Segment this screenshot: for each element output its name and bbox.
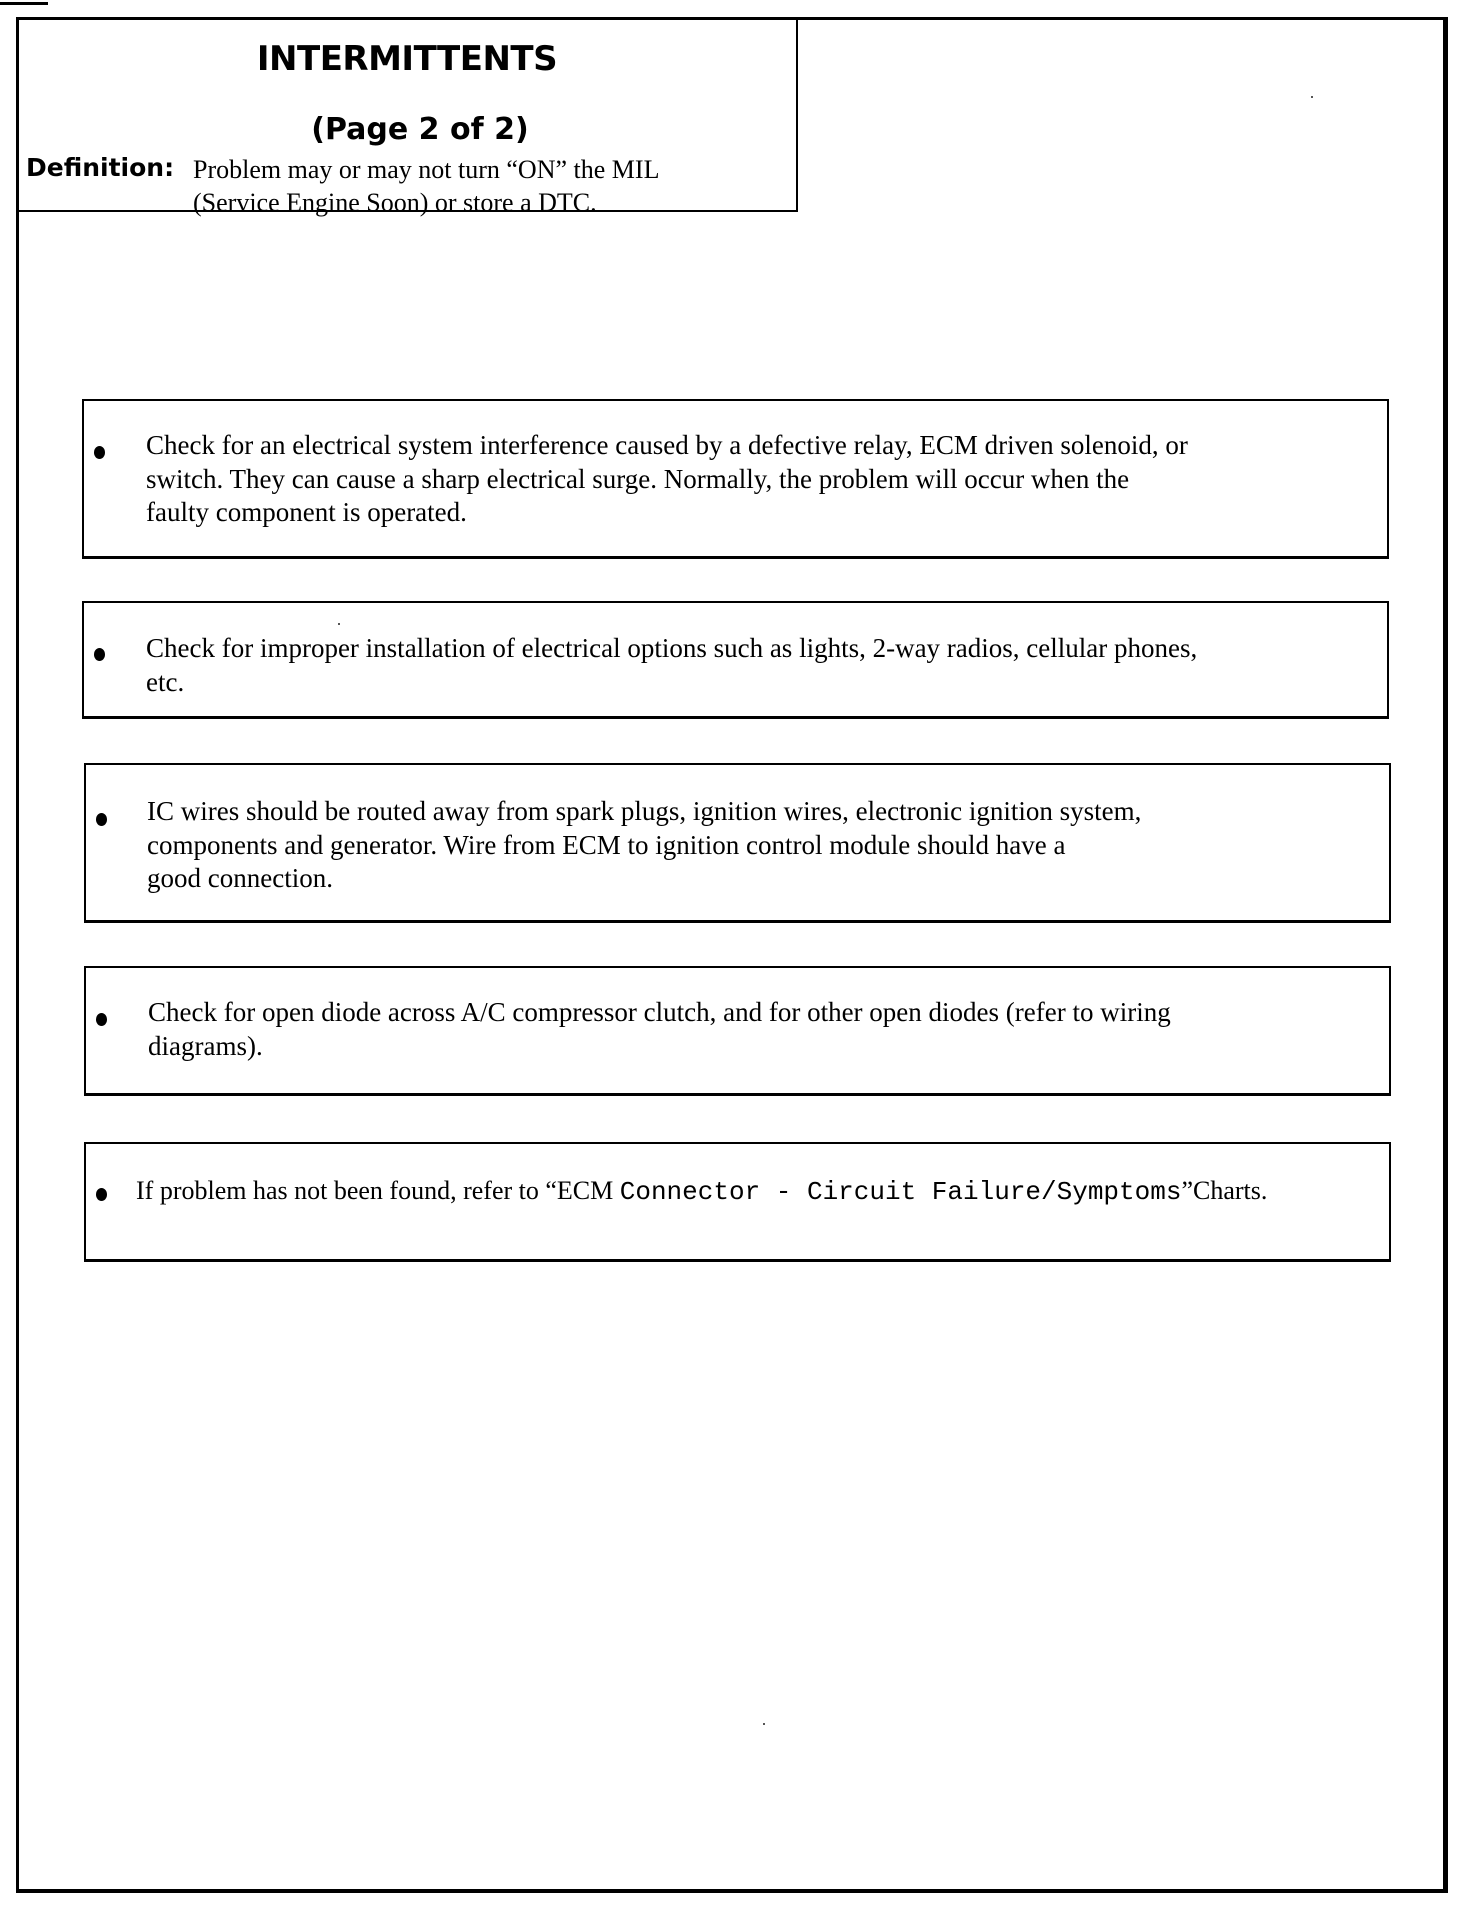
check-text [147,795,1379,896]
check-box-relay-interference [82,399,1389,559]
bullet-icon [94,648,105,661]
check-line: diagrams). [148,1030,263,1061]
check-line: etc. [146,666,185,697]
check-line: IC wires should be routed away from spark plugs, ignition wires, electronic ignition system, [147,796,1142,826]
bullet-icon [96,813,107,826]
check-line: switch. They can cause a sharp electrical surge. Normally, the problem will occur when the [146,463,1130,494]
page-title: INTERMITTENTS [256,39,558,79]
check-box-open-diode [84,966,1391,1096]
check-line: good connection. [147,863,333,893]
check-text [146,632,1378,699]
check-box-ic-wires [84,763,1391,923]
bullet-icon [96,1188,107,1201]
check-line: Check for open diode across A/C compressor clutch, and for other open diodes (refer to wiring [148,997,1171,1027]
check-box-electrical-options [82,601,1389,719]
page-border [16,17,1448,1893]
scan-corner-mark [0,2,48,5]
check-line: Check for an electrical system interference caused by a defective relay, ECM driven solenoid, or [146,430,1188,460]
definition-line: Problem may or may not turn “ON” the MIL [193,155,660,184]
refer-text-prefix: If problem has not been found, refer to “ECM [136,1176,620,1205]
page-indicator: (Page 2 of 2) [311,112,529,147]
header-box [16,17,798,217]
refer-chart-name: Connector - Circuit Failure/Symptoms [619,1177,1182,1207]
refer-text-suffix: ”Charts. [1181,1176,1268,1205]
definition-label: Definition: [26,153,175,182]
scan-speck [763,1723,765,1725]
scan-speck [338,623,340,625]
check-text [148,996,1378,1063]
definition-text [193,153,793,219]
check-text [146,429,1378,530]
check-line: Check for improper installation of electrical options such as lights, 2-way radios, cellular phones, [146,633,1198,663]
check-line: faulty component is operated. [146,497,467,527]
definition-line: (Service Engine Soon) or store a DTC. [193,188,597,217]
bullet-icon [96,1013,107,1026]
check-box-refer-charts [84,1142,1391,1262]
bullet-icon [94,446,105,459]
check-text [136,1174,1386,1210]
scan-speck [1311,96,1313,98]
check-line: components and generator. Wire from ECM to ignition control module should have a [147,829,1066,860]
